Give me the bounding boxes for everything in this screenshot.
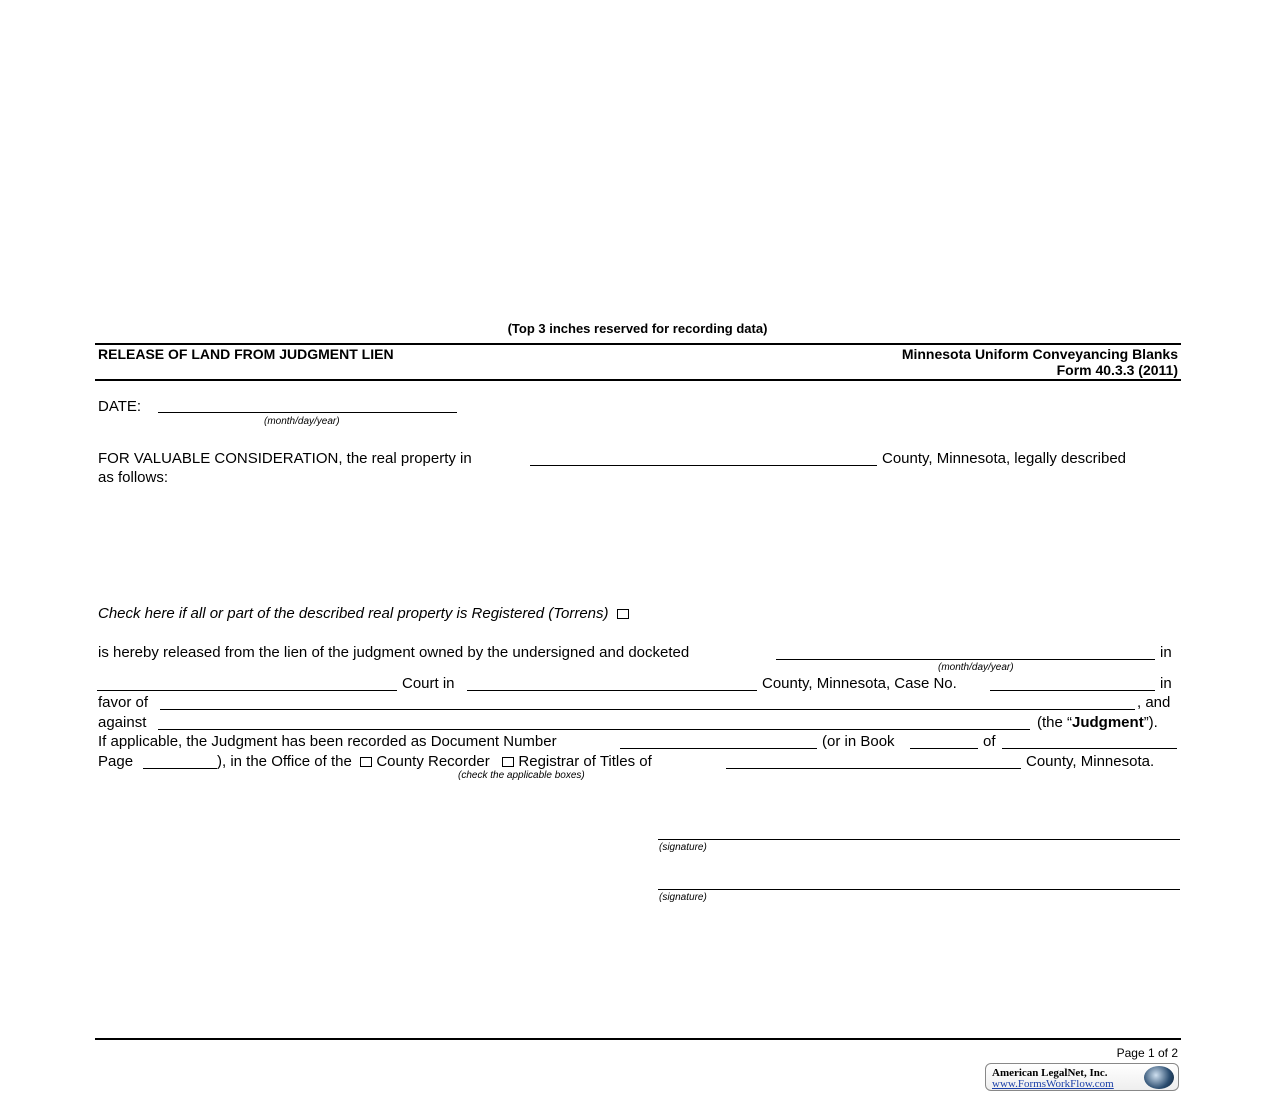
consideration-text-end: County, Minnesota, legally described	[882, 450, 1127, 467]
judgment-prefix: (the “	[1037, 714, 1073, 731]
signature-line-2[interactable]	[658, 889, 1180, 890]
registrar-county-field[interactable]	[726, 768, 1021, 769]
date-field[interactable]	[158, 412, 457, 413]
date-label: DATE:	[98, 398, 142, 415]
check-boxes-caption: (check the applicable boxes)	[458, 770, 585, 781]
recording-note: (Top 3 inches reserved for recording data)	[507, 321, 768, 336]
signature-line-1[interactable]	[658, 839, 1180, 840]
county-minnesota-text: County, Minnesota.	[1026, 753, 1155, 770]
signature-caption-2: (signature)	[659, 892, 707, 903]
form-series: Minnesota Uniform Conveyancing Blanks	[901, 346, 1178, 362]
date-caption: (month/day/year)	[264, 416, 340, 427]
as-follows-text: as follows:	[98, 469, 169, 486]
and-text: , and	[1137, 694, 1171, 711]
docketed-date-field[interactable]	[776, 659, 1155, 660]
case-no-text: County, Minnesota, Case No.	[762, 675, 957, 692]
property-county-field[interactable]	[530, 465, 877, 466]
page-text: Page	[98, 753, 134, 770]
page-field[interactable]	[143, 768, 217, 769]
logo-name: American LegalNet, Inc.	[992, 1067, 1108, 1079]
favor-of-text: favor of	[98, 694, 149, 711]
logo-url[interactable]: www.FormsWorkFlow.com	[992, 1078, 1114, 1090]
document-number-field[interactable]	[620, 748, 817, 749]
office-row	[217, 753, 652, 771]
judgment-suffix: ”).	[1143, 714, 1158, 731]
book-text: (or in Book	[822, 733, 895, 750]
release-text-1: is hereby released from the lien of the judgment owned by the undersigned and docketed	[98, 644, 690, 661]
american-legalnet-logo[interactable]	[985, 1063, 1179, 1091]
book-of-field[interactable]	[1002, 748, 1177, 749]
registrar-checkbox[interactable]	[502, 757, 514, 767]
header-bottom-rule	[95, 379, 1181, 381]
torrens-row	[98, 605, 629, 623]
torrens-checkbox[interactable]	[617, 609, 629, 619]
county-recorder-label: County Recorder	[376, 753, 490, 770]
judgment-definition	[1037, 714, 1158, 732]
case-number-field[interactable]	[990, 690, 1155, 691]
against-text: against	[98, 714, 147, 731]
torrens-label: Check here if all or part of the described real property is Registered (Torrens)	[98, 605, 609, 622]
page-number: Page 1 of 2	[1116, 1046, 1178, 1060]
county-recorder-checkbox[interactable]	[360, 757, 372, 767]
court-field[interactable]	[97, 690, 397, 691]
registrar-label: Registrar of Titles of	[518, 753, 652, 770]
consideration-text: FOR VALUABLE CONSIDERATION, the real property in	[98, 450, 472, 467]
globe-icon	[1144, 1066, 1174, 1089]
release-text-1-end: in	[1160, 644, 1172, 661]
docketed-date-caption: (month/day/year)	[938, 662, 1014, 673]
footer-rule	[95, 1038, 1181, 1040]
favor-of-field[interactable]	[160, 709, 1135, 710]
judgment-term: Judgment	[1072, 714, 1144, 731]
of-text: of	[983, 733, 996, 750]
form-number: Form 40.3.3 (2011)	[1056, 362, 1178, 378]
office-text: ), in the Office of the	[217, 753, 352, 770]
form-title: RELEASE OF LAND FROM JUDGMENT LIEN	[98, 346, 394, 362]
against-field[interactable]	[158, 729, 1030, 730]
release-text-2-end: in	[1160, 675, 1172, 692]
court-county-field[interactable]	[467, 690, 757, 691]
book-field[interactable]	[910, 748, 978, 749]
recorded-text: If applicable, the Judgment has been recorded as Document Number	[98, 733, 557, 750]
signature-caption-1: (signature)	[659, 842, 707, 853]
court-in-text: Court in	[402, 675, 455, 692]
